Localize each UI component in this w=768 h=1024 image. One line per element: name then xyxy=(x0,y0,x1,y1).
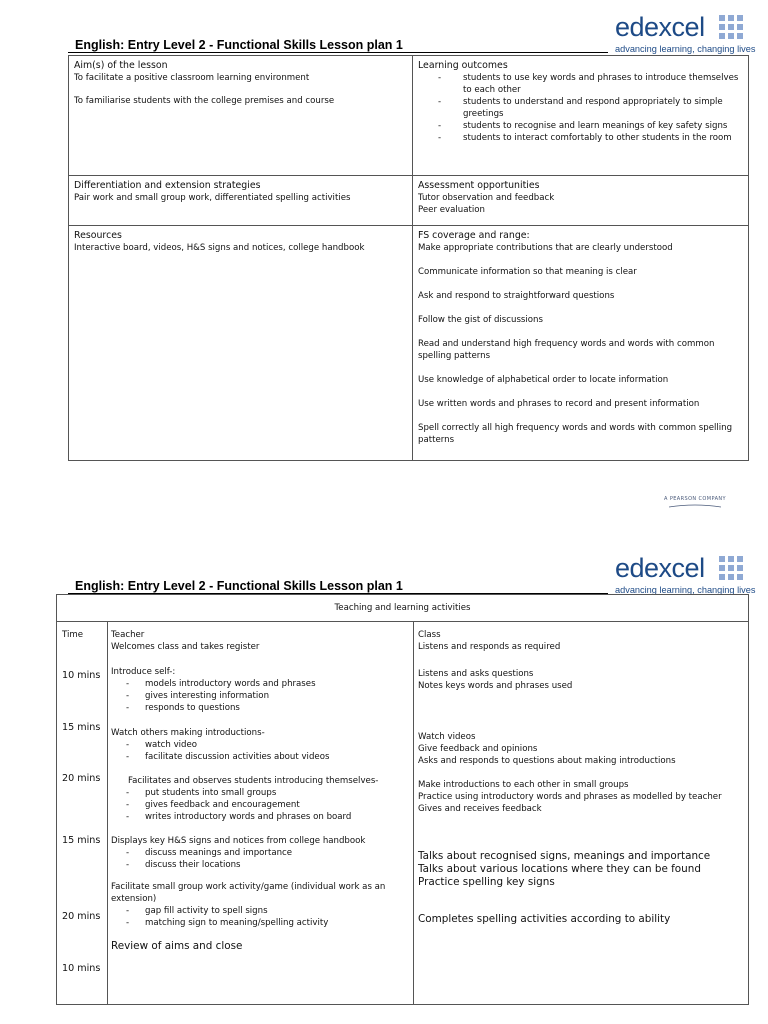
aims-cell xyxy=(69,56,413,176)
list-item: - gap fill activity to spell signs xyxy=(126,905,407,917)
logo-wordmark: edexcel xyxy=(615,553,705,583)
list-item: - students to recognise and learn meanings of key safety signs xyxy=(438,120,743,132)
edexcel-logo-bottom xyxy=(612,553,756,598)
time-slot: 20 mins xyxy=(62,911,101,922)
time-slot: 15 mins xyxy=(62,722,101,733)
class-watch: Watch videos xyxy=(418,732,476,742)
game-list xyxy=(111,905,407,929)
list-item: - students to use key words and phrases to introduce themselves to each other xyxy=(438,72,743,96)
aim-line: To facilitate a positive classroom learning environment xyxy=(74,73,310,83)
outcomes-heading: Learning outcomes xyxy=(418,60,508,71)
time-slot: 10 mins xyxy=(62,963,101,974)
list-item: - gives feedback and encouragement xyxy=(126,799,407,811)
class-listen: Listens and responds as required xyxy=(418,642,561,652)
class-make-block xyxy=(418,779,734,815)
activities-heading: Teaching and learning activities xyxy=(57,595,749,622)
list-item: - matching sign to meaning/spelling activity xyxy=(126,917,407,929)
fs-item: Use written words and phrases to record and present information xyxy=(418,399,700,409)
fs-item: Follow the gist of discussions xyxy=(418,315,543,325)
list-item: - students to understand and respond appropriately to simple greetings xyxy=(438,96,743,120)
resources-text: Interactive board, videos, H&S signs and notices, college handbook xyxy=(74,243,365,253)
class-asks: Listens and asks questions xyxy=(418,669,534,679)
page1-title-rule xyxy=(68,52,608,53)
list-item: - watch video xyxy=(126,739,407,751)
page1-title: English: Entry Level 2 - Functional Skills Lesson plan 1 xyxy=(75,38,403,52)
aim-line: To familiarise students with the college premises and course xyxy=(74,96,335,106)
resources-heading: Resources xyxy=(74,230,122,241)
outcomes-cell xyxy=(413,56,749,176)
pearson-text: A PEARSON COMPANY xyxy=(664,496,726,502)
class-make: Make introductions to each other in small groups xyxy=(418,780,629,790)
assessment-line: Tutor observation and feedback xyxy=(418,193,555,203)
class-talks-locations: Talks about various locations where they can be found xyxy=(418,863,701,875)
class-header: Class xyxy=(418,630,441,640)
logo-tagline: advancing learning, changing lives xyxy=(615,44,756,54)
list-item: - responds to questions xyxy=(126,702,407,714)
pearson-mark xyxy=(655,496,735,512)
teacher-column xyxy=(108,622,414,1005)
activities-table xyxy=(56,594,749,1005)
teacher-watch: Watch others making introductions- xyxy=(111,728,265,738)
teacher-header: Teacher xyxy=(111,630,145,640)
differentiation-text: Pair work and small group work, differentiated spelling activities xyxy=(74,193,351,203)
class-intro-block xyxy=(418,668,744,692)
teacher-signs: Displays key H&S signs and notices from college handbook xyxy=(111,836,366,846)
fs-item: Spell correctly all high frequency words and words with common spelling patterns xyxy=(418,423,733,445)
teacher-facilitates: Facilitates and observes students introducing themselves- xyxy=(128,776,379,786)
differentiation-cell xyxy=(69,176,413,226)
class-signs-block xyxy=(418,850,744,889)
aims-heading: Aim(s) of the lesson xyxy=(74,60,168,71)
fs-item: Read and understand high frequency words and words with common spelling patterns xyxy=(418,339,715,361)
fs-heading: FS coverage and range: xyxy=(418,230,530,241)
resources-cell xyxy=(69,226,413,461)
list-item: - models introductory words and phrases xyxy=(126,678,407,690)
assessment-line: Peer evaluation xyxy=(418,205,485,215)
dot-grid-icon xyxy=(719,15,743,39)
time-slot: 10 mins xyxy=(62,670,101,681)
class-talks-signs: Talks about recognised signs, meanings and importance xyxy=(418,850,711,862)
teacher-welcome: Welcomes class and takes register xyxy=(111,642,260,652)
time-column xyxy=(57,622,108,1005)
list-item: - writes introductory words and phrases on board xyxy=(126,811,407,823)
lesson-plan-table xyxy=(68,55,749,461)
list-item: - discuss their locations xyxy=(126,859,407,871)
watch-list xyxy=(111,739,407,763)
class-feedback: Give feedback and opinions xyxy=(418,744,538,754)
fs-item: Make appropriate contributions that are clearly understood xyxy=(418,243,673,253)
assessment-heading: Assessment opportunities xyxy=(418,180,540,191)
teacher-intro-block xyxy=(111,666,407,714)
class-spelling: Practice spelling key signs xyxy=(418,876,555,888)
list-item: - students to interact comfortably to other students in the room xyxy=(438,132,743,144)
teacher-watch-block xyxy=(111,727,407,763)
fs-item: Ask and respond to straightforward questions xyxy=(418,291,615,301)
teacher-block xyxy=(111,629,407,653)
list-item: - facilitate discussion activities about videos xyxy=(126,751,407,763)
class-gives: Gives and receives feedback xyxy=(418,804,542,814)
outcomes-list xyxy=(418,72,743,144)
teacher-facilitates-block xyxy=(111,775,407,823)
class-watch-block xyxy=(418,731,744,767)
teacher-signs-block xyxy=(111,835,407,871)
logo-wordmark: edexcel xyxy=(615,12,705,42)
fs-coverage-cell xyxy=(413,226,749,461)
teacher-game-block xyxy=(111,881,407,929)
list-item: - put students into small groups xyxy=(126,787,407,799)
fs-item: Communicate information so that meaning is clear xyxy=(418,267,637,277)
dot-grid-icon xyxy=(719,556,743,580)
facilitates-list xyxy=(111,787,407,823)
differentiation-heading: Differentiation and extension strategies xyxy=(74,180,261,191)
class-practice: Practice using introductory words and phrases as modelled by teacher xyxy=(418,792,722,802)
edexcel-logo-top xyxy=(612,12,756,57)
fs-item: Use knowledge of alphabetical order to locate information xyxy=(418,375,669,385)
time-slot: 20 mins xyxy=(62,773,101,784)
time-slot: 15 mins xyxy=(62,835,101,846)
list-item: - gives interesting information xyxy=(126,690,407,702)
logo-tagline: advancing learning, changing lives xyxy=(615,585,756,595)
time-header: Time xyxy=(62,630,84,640)
class-block xyxy=(418,629,744,653)
page2-title: English: Entry Level 2 - Functional Skills Lesson plan 1 xyxy=(75,579,403,593)
swash-icon xyxy=(669,504,721,508)
class-notes: Notes keys words and phrases used xyxy=(418,681,573,691)
teacher-intro: Introduce self-: xyxy=(111,667,176,677)
class-column xyxy=(414,622,749,1005)
class-completes: Completes spelling activities according to ability xyxy=(418,913,671,925)
list-item: - discuss meanings and importance xyxy=(126,847,407,859)
assessment-cell xyxy=(413,176,749,226)
intro-list xyxy=(111,678,407,714)
class-asks-videos: Asks and responds to questions about making introductions xyxy=(418,756,676,766)
teacher-game: Facilitate small group work activity/game (individual work as an extension) xyxy=(111,882,386,904)
teacher-review: Review of aims and close xyxy=(111,940,243,952)
signs-list xyxy=(111,847,407,871)
